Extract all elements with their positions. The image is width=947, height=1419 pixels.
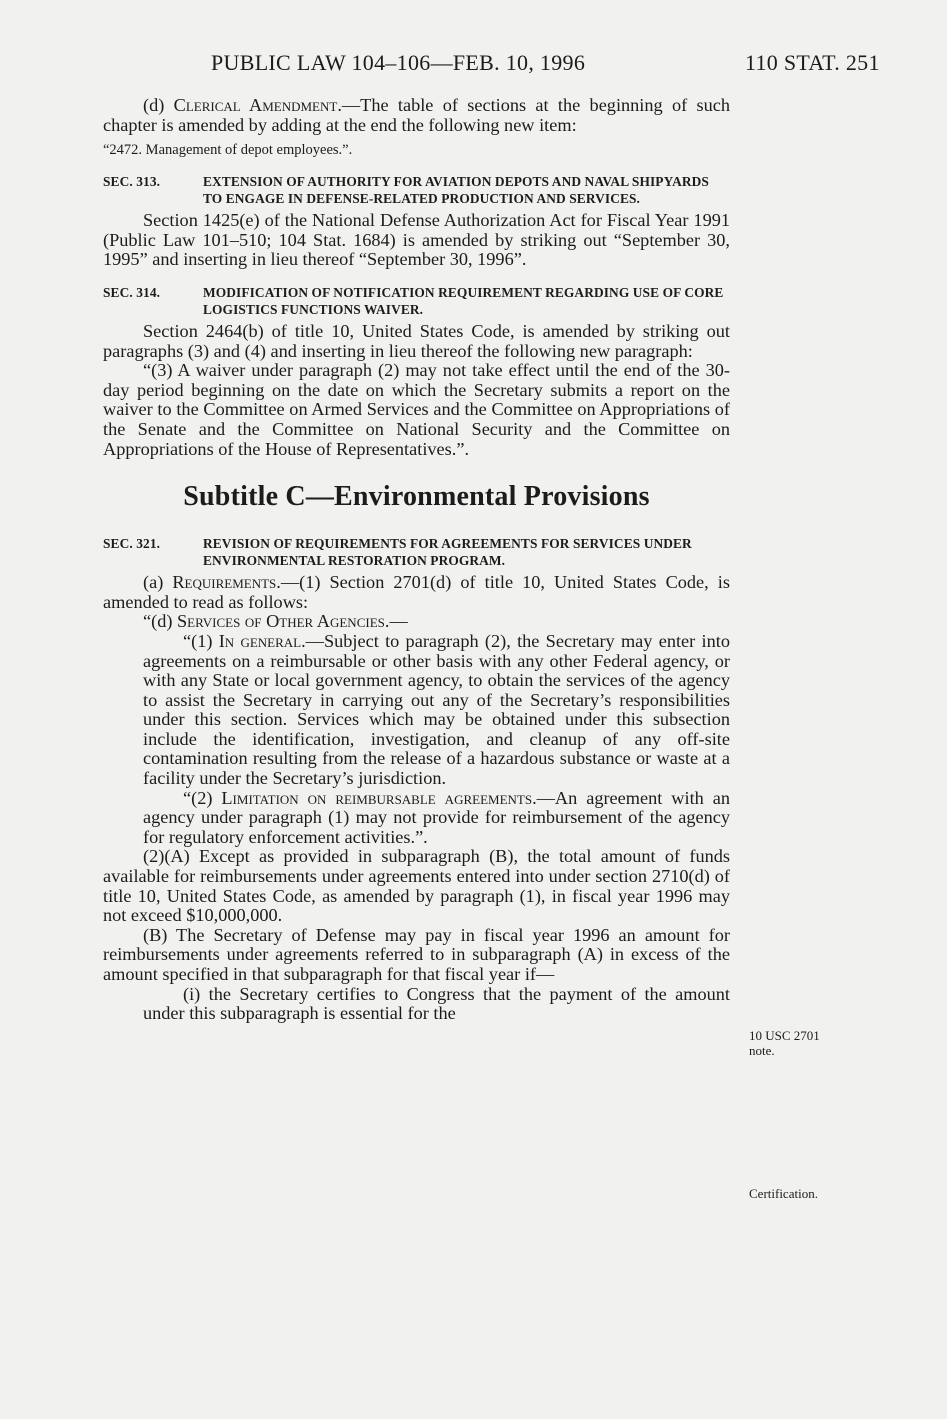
section-321-d-heading: “(d) Services of Other Agencies.— — [143, 611, 408, 632]
section-314-quote: “(3) A waiver under paragraph (2) may not take effect until the end of the 30-day period beginning on the date on which the Secretary submits a report on the waiver to the Committee on Armed Services and the Committee on Appropriations of the Senate and the Committee on National Security and the Committee on Appropriations of the House of Representatives.”. — [103, 360, 730, 459]
section-314-body: Section 2464(b) of title 10, United States Code, is amended by striking out paragraphs (3) and (4) and inserting in lieu thereof the following new paragraph: — [103, 320, 730, 361]
section-321-heading: SEC. 321. REVISION OF REQUIREMENTS FOR AGREEMENTS FOR SERVICES UNDER ENVIRONMENTAL RESTORATION PROGRAM. — [103, 536, 692, 569]
section-321-b: (B) The Secretary of Defense may pay in fiscal year 1996 an amount for reimbursements under agreements referred to in subparagraph (A) in excess of the amount specified in that subparagraph for that fiscal year if— — [103, 924, 730, 984]
new-item: “2472. Management of depot employees.”. — [103, 142, 353, 159]
clerical-amendment: (d) Clerical Amendment.—The table of sections at the beginning of such chapter is amended by adding at the end the following new item: — [103, 95, 731, 135]
section-321-a2: (2)(A) Except as provided in subparagraph (B), the total amount of funds available for reimbursements under agreements entered into under section 2710(d) of title 10, United States Code, as amended by paragraph (1), in fiscal year 1996 may not exceed $10,000,000. — [103, 846, 730, 926]
section-321-para-2: “(2) Limitation on reimbursable agreements.—An agreement with an agency under paragraph (1) may not provide for reimbursement of the agency for regulatory enforcement activities.”. — [143, 787, 730, 847]
running-header-title: PUBLIC LAW 104–106—FEB. 10, 1996 — [211, 50, 586, 75]
section-321-para-1: “(1) In general.—Subject to paragraph (2), the Secretary may enter into agreements on a reimbursable or other basis with any other Federal agency, or with any State or local government agency, to obtain the services of the agency to assist the Secretary in carrying out any of the Secretary’s responsibilities under this section. Services which may be obtained under this subsection include the identification, investigation, and cleanup of any off-site contamination resulting from the release of a hazardous substance or waste at a facility under the Secretary’s jurisdiction. — [143, 630, 730, 789]
section-313-body: Section 1425(e) of the National Defense Authorization Act for Fiscal Year 1991 (Public Law 101–510; 104 Stat. 1684) is amended by striking out “September 30, 1995” and inserting in lieu thereof “September 30, 1996”. — [103, 210, 730, 270]
section-321-i: (i) the Secretary certifies to Congress that the payment of the amount under this subparagraph is essential for the — [143, 983, 730, 1024]
section-321-a: (a) Requirements.—(1) Section 2701(d) of title 10, United States Code, is amended to read as follows: — [103, 572, 730, 612]
subtitle-heading: Subtitle C—Environmental Provisions — [183, 481, 650, 513]
margin-note-usc: 10 USC 2701 note. — [749, 1028, 820, 1058]
section-313-heading: SEC. 313. EXTENSION OF AUTHORITY FOR AVIATION DEPOTS AND NAVAL SHIPYARDS TO ENGAGE IN DEFENSE-RELATED PRODUCTION AND SERVICES. — [103, 174, 709, 207]
page-number: 110 STAT. 251 — [745, 50, 880, 75]
text-column — [103, 96, 730, 1024]
margin-note-certification: Certification. — [749, 1186, 818, 1201]
section-314-heading: SEC. 314. MODIFICATION OF NOTIFICATION REQUIREMENT REGARDING USE OF CORE LOGISTICS FUNCTIONS WAIVER. — [103, 284, 724, 317]
